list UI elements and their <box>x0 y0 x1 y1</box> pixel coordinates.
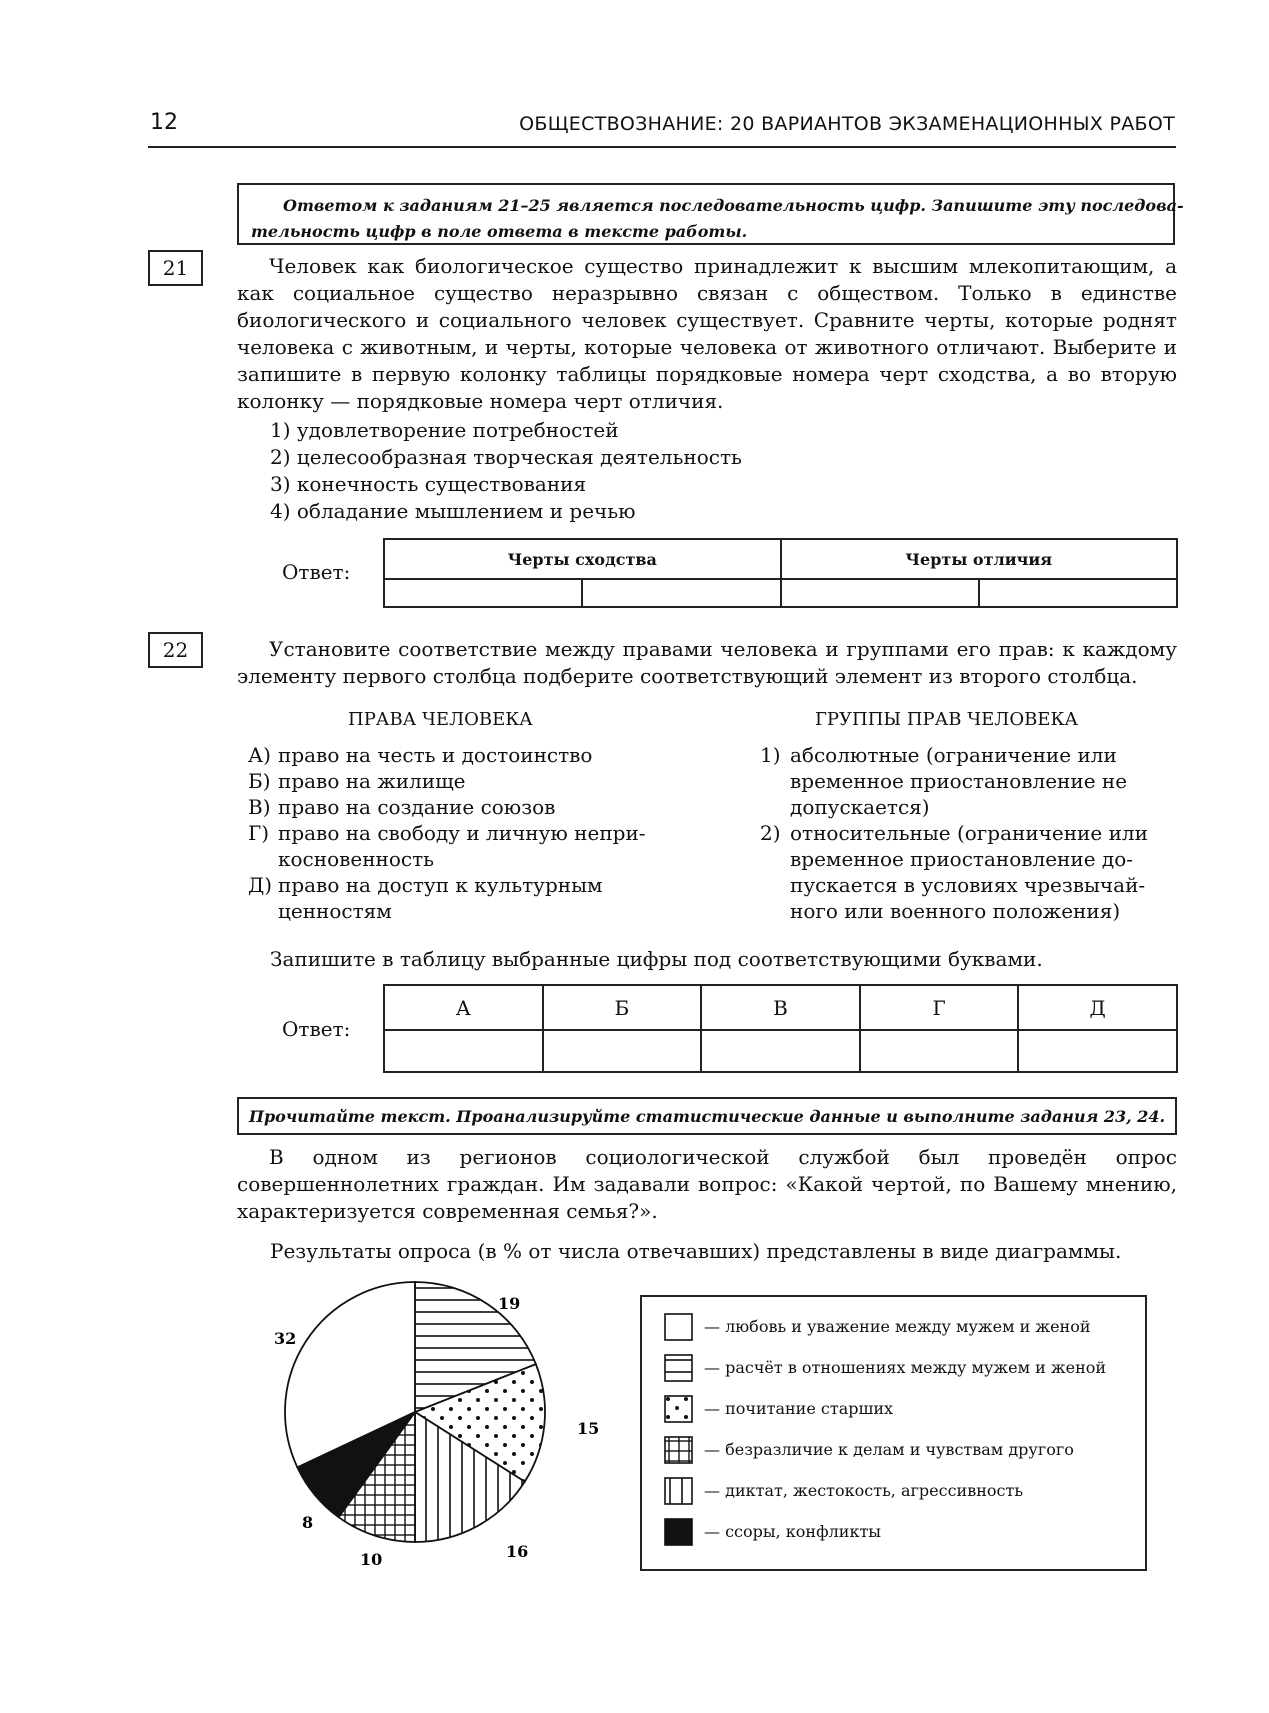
pie-label-19: 19 <box>498 1294 521 1313</box>
task21-text <box>237 253 1177 415</box>
task22-answer-table <box>383 984 1178 1073</box>
task22-answer-label: Ответ: <box>282 1017 351 1041</box>
page-number: 12 <box>150 110 178 135</box>
right-of-person-item-text: косновенность <box>278 847 435 871</box>
book-title: ОБЩЕСТВОЗНАНИЕ: 20 ВАРИАНТОВ ЭКЗАМЕНАЦИОННЫХ РАБОТ <box>519 113 1175 135</box>
task-number-21: 21 <box>148 250 203 286</box>
task22-question: Установите соответствие между правами человека и группами его прав: к каждому элементу первого столбца подберите соответствующий элемент из второго столбца. <box>237 637 1177 688</box>
rights-group-item-text: допускается) <box>790 795 930 819</box>
pie-label-16: 16 <box>506 1542 529 1561</box>
legend-swatch-dots <box>664 1395 694 1423</box>
rights-group-item-text: временное приостановление не <box>790 769 1128 793</box>
legend-label: — ссоры, конфликты <box>704 1522 882 1541</box>
pie-chart <box>240 1270 600 1570</box>
right-of-person-item <box>248 794 658 820</box>
task21-option-4: 4) обладание мышлением и речью <box>270 499 636 523</box>
rights-group-item <box>760 742 1180 820</box>
right-of-person-item <box>248 872 658 924</box>
right-of-person-item-text: право на доступ к культурным <box>278 873 603 897</box>
task21-answer-cell[interactable] <box>781 579 979 607</box>
legend-swatch-vertical <box>664 1477 694 1505</box>
task22-letter-b: Б <box>543 985 702 1030</box>
right-of-person-item-text: право на жилище <box>278 769 466 793</box>
legend-label: — диктат, жестокость, агрессивность <box>704 1481 1024 1500</box>
pie-label-10: 10 <box>360 1550 383 1569</box>
task21-answer-table <box>383 538 1178 608</box>
rights-group-item <box>760 820 1180 924</box>
task22-right-list <box>760 742 1180 924</box>
task-number-22: 22 <box>148 632 203 668</box>
pie-label-32: 32 <box>274 1329 297 1348</box>
pie-label-8: 8 <box>302 1513 314 1532</box>
task21-answer-cell[interactable] <box>384 579 582 607</box>
rights-group-item-text: абсолютные (ограничение или <box>790 743 1117 767</box>
legend-label: — любовь и уважение между мужем и женой <box>704 1317 1091 1336</box>
task22-instruction: Запишите в таблицу выбранные цифры под соответствующими буквами. <box>270 947 1043 971</box>
task22-text <box>237 636 1177 690</box>
task22-right-title: ГРУППЫ ПРАВ ЧЕЛОВЕКА <box>815 709 1079 730</box>
rights-group-item-key: 1) <box>760 743 781 767</box>
legend-swatch-blank <box>664 1313 694 1341</box>
task21-option-3: 3) конечность существования <box>270 472 587 496</box>
right-of-person-item-key: В) <box>248 795 271 819</box>
rights-group-item-text: временное приостановление до- <box>790 847 1134 871</box>
instruction-line-2: тельность цифр в поле ответа в тексте работы. <box>251 222 748 241</box>
task21-answer-cell[interactable] <box>979 579 1177 607</box>
task22-letter-v: В <box>701 985 860 1030</box>
instruction-line-1: Ответом к заданиям 21–25 является последовательность цифр. Запишите эту последова- <box>283 196 1184 215</box>
task21-answer-cell[interactable] <box>582 579 780 607</box>
right-of-person-item-key: Г) <box>248 821 270 845</box>
task22-letter-d: Д <box>1018 985 1177 1030</box>
legend-label: — расчёт в отношениях между мужем и женой <box>704 1358 1107 1377</box>
right-of-person-item <box>248 768 658 794</box>
task22-letter-g: Г <box>860 985 1019 1030</box>
chart-legend <box>640 1295 1147 1571</box>
task21-answer-label: Ответ: <box>282 560 351 584</box>
legend-swatch-horizontal <box>664 1354 694 1382</box>
rights-group-item-text: относительные (ограничение или <box>790 821 1148 845</box>
pie-label-15: 15 <box>577 1419 600 1438</box>
right-of-person-item-text: право на создание союзов <box>278 795 556 819</box>
rights-group-item-text: пускается в условиях чрезвычай- <box>790 873 1146 897</box>
right-of-person-item <box>248 820 658 872</box>
task22-letter-a: А <box>384 985 543 1030</box>
task21-option-1: 1) удовлетворение потребностей <box>270 418 619 442</box>
task22-answer-cell[interactable] <box>860 1030 1019 1072</box>
survey-results-text: Результаты опроса (в % от числа отвечавших) представлены в виде диаграммы. <box>270 1239 1122 1263</box>
legend-swatch-grid <box>664 1436 694 1464</box>
right-of-person-item-text: право на честь и достоинство <box>278 743 593 767</box>
right-of-person-item-key: Д) <box>248 873 273 897</box>
right-of-person-item-text: ценностям <box>278 899 392 923</box>
task21-question: Человек как биологическое существо принадлежит к высшим млекопитающим, а как социальное существо неразрывно связан с обществом. Только в единстве биологического и социального человек существует. Сравните черты, которые роднят человека с животным, и черты, которые человека от животного отличают. Выберите и запишите в первую колонку таблицы порядковые номера черт сходства, а во вторую колонку — порядковые номера черт отличия. <box>237 254 1177 413</box>
task22-left-title: ПРАВА ЧЕЛОВЕКА <box>348 709 533 730</box>
survey-text <box>237 1144 1177 1225</box>
task22-answer-cell[interactable] <box>543 1030 702 1072</box>
header-divider <box>148 146 1176 148</box>
task22-answer-cell[interactable] <box>384 1030 543 1072</box>
rights-group-item-key: 2) <box>760 821 781 845</box>
task21-header-similarities: Черты сходства <box>384 539 781 579</box>
legend-swatch-solid <box>664 1518 694 1546</box>
survey-description: В одном из регионов социологической службой был проведён опрос совершеннолетних граждан. Им задавали вопрос: «Какой чертой, по Вашему мнению, характеризуется современная семья?». <box>237 1145 1177 1223</box>
task22-answer-cell[interactable] <box>701 1030 860 1072</box>
instruction-23-24-text: Прочитайте текст. Проанализируйте статистические данные и выполните задания 23, 24. <box>248 1107 1166 1126</box>
right-of-person-item-key: Б) <box>248 769 271 793</box>
instruction-box-23-24 <box>237 1097 1177 1135</box>
task21-header-differences: Черты отличия <box>781 539 1178 579</box>
task22-left-list <box>248 742 658 924</box>
legend-label: — почитание старших <box>704 1399 894 1418</box>
right-of-person-item-text: право на свободу и личную непри- <box>278 821 646 845</box>
task22-answer-cell[interactable] <box>1018 1030 1177 1072</box>
task21-option-2: 2) целесообразная творческая деятельность <box>270 445 742 469</box>
legend-label: — безразличие к делам и чувствам другого <box>704 1440 1074 1459</box>
rights-group-item-text: ного или военного положения) <box>790 899 1121 923</box>
task21-options <box>270 417 742 525</box>
instruction-box-21-25 <box>237 183 1184 245</box>
right-of-person-item-key: А) <box>248 743 271 767</box>
right-of-person-item <box>248 742 658 768</box>
